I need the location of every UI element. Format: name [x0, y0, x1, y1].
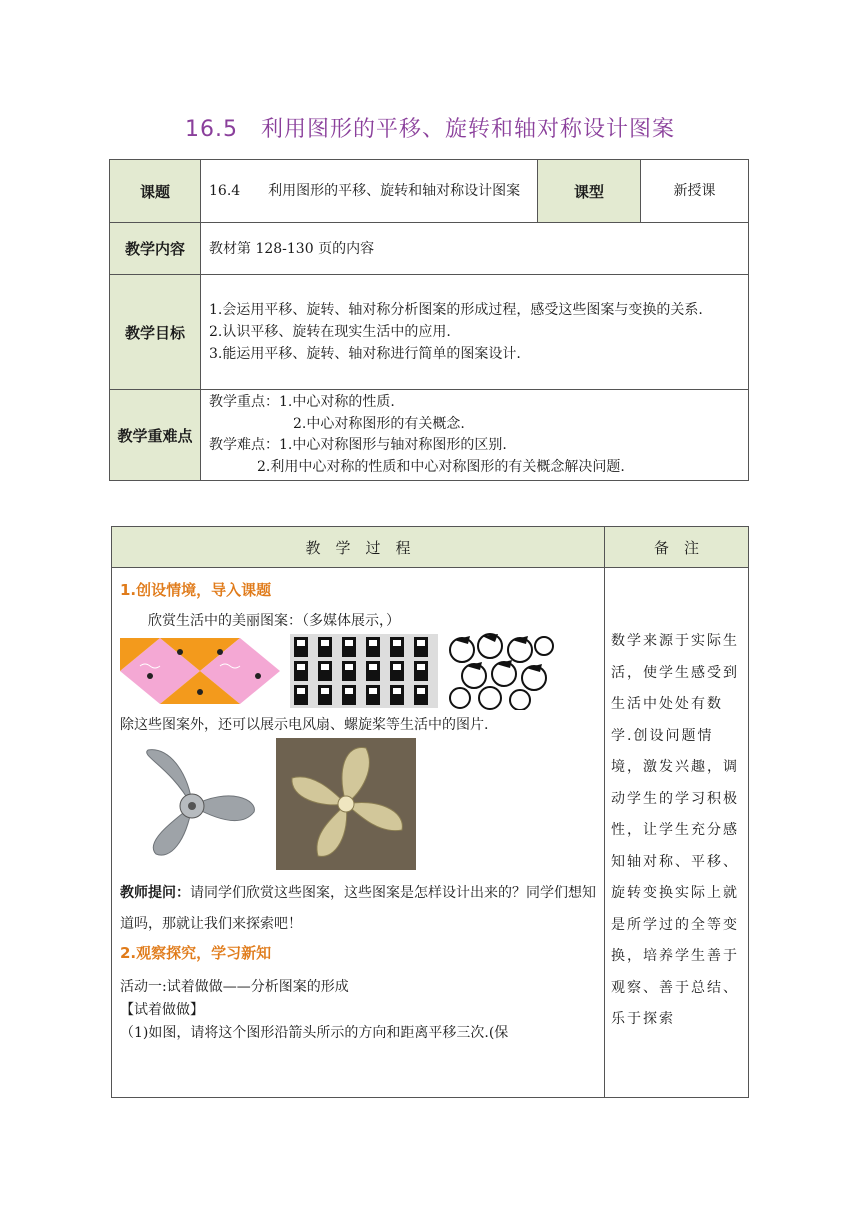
triangle-tessellation-image [120, 636, 282, 706]
teacher-question-text: 请同学们欣赏这些图案，这些图案是怎样设计出来的？同学们想知道吗，那就让我们来探索吧！ [120, 885, 596, 932]
extra-text: 除这些图案外，还可以展示电风扇、螺旋桨等生活中的图片. [120, 717, 489, 733]
process-content [112, 568, 605, 1098]
task-text: （1)如图，请将这个图形沿箭头所示的方向和距离平移三次.(保 [120, 1025, 509, 1041]
intro-text: 欣赏生活中的美丽图案：（多媒体展示，） [148, 613, 400, 629]
type-value: 新授课 [641, 160, 749, 223]
propeller-image [276, 738, 416, 870]
keypoints-label: 教学重难点 [110, 390, 201, 481]
goals-list [201, 275, 749, 390]
goal-item: 1.会运用平移、旋转、轴对称分析图案的形成过程，感受这些图案与变换的关系. [209, 302, 703, 318]
try-label: 【试着做做】 [120, 1002, 204, 1018]
topic-value: 16.4 利用图形的平移、旋转和轴对称设计图案 [201, 160, 538, 223]
content-label: 教学内容 [110, 223, 201, 275]
teacher-question [120, 878, 596, 940]
topic-label: 课题 [110, 160, 201, 223]
activity-text: 活动一:试着做做——分析图案的形成 [120, 979, 349, 995]
fan-propeller-images [120, 736, 596, 872]
teacher-label: 教师提问： [120, 885, 190, 901]
keypoint-item: 2.利用中心对称的性质和中心对称图形的有关概念解决问题. [257, 458, 625, 475]
keypoint-item: 教学重点：1.中心对称的性质. [209, 394, 395, 410]
pattern-images [120, 632, 596, 712]
keypoints-list [201, 390, 749, 481]
lesson-info-table [109, 159, 749, 481]
goal-item: 3.能运用平移、旋转、轴对称进行简单的图案设计. [209, 346, 521, 362]
section-title: 1.创设情境，导入课题 [120, 581, 272, 599]
teaching-process-table [111, 526, 749, 1098]
notes-column: 数学来源于实际生活，使学生感受到生活中处处有数学.创设问题情境，激发兴趣，调动学生的学习积极性，让学生充分感知轴对称、平移、旋转变换实际上就是所学过的全等变换，培养学生善于观察、善于总结、乐于探索 [605, 568, 749, 1098]
goal-item: 2.认识平移、旋转在现实生活中的应用. [209, 324, 451, 340]
robot-pattern-image [290, 634, 438, 708]
fan-blade-image [130, 746, 260, 864]
goals-label: 教学目标 [110, 275, 201, 390]
process-header: 教 学 过 程 [112, 527, 605, 568]
notes-header: 备 注 [605, 527, 749, 568]
faces-pattern-image [446, 632, 554, 710]
type-label: 课型 [538, 160, 641, 223]
keypoint-item: 教学难点：1.中心对称图形与轴对称图形的区别. [209, 437, 507, 453]
page-title: 16.5 利用图形的平移、旋转和轴对称设计图案 [185, 117, 675, 142]
content-value: 教材第 128-130 页的内容 [201, 223, 749, 275]
section-title: 2.观察探究，学习新知 [120, 944, 272, 962]
keypoint-item: 2.中心对称图形的有关概念. [293, 415, 465, 432]
